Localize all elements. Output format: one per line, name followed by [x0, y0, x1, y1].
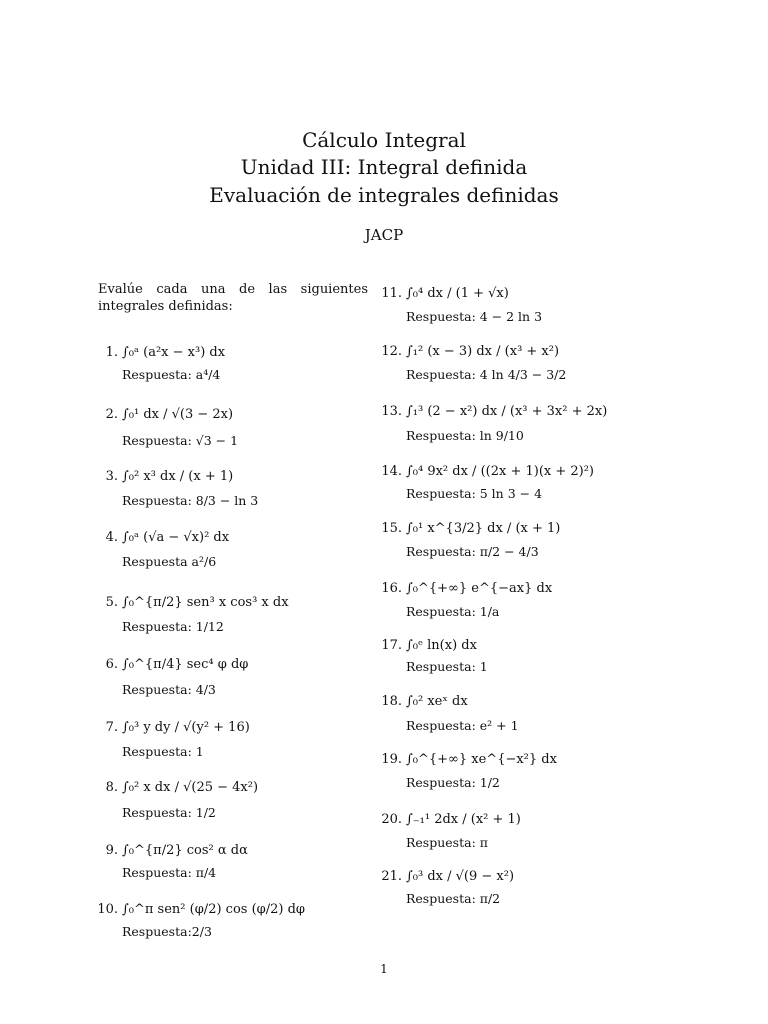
integral-expression: ∫₀ᵃ (√a − √x)² dx [122, 530, 230, 545]
integral-expression: ∫₀^{π/4} sec⁴ φ dφ [122, 657, 249, 672]
answer: Respuesta: π/4 [122, 865, 217, 880]
answer: Respuesta: π [406, 835, 488, 850]
answer: Respuesta: 1/a [406, 604, 500, 619]
answer: Respuesta: a⁴/4 [122, 367, 221, 382]
integral-expression: ∫₁³ (2 − x²) dx / (x³ + 3x² + 2x) [406, 404, 608, 419]
integral-expression: ∫₀⁴ dx / (1 + √x) [406, 286, 509, 301]
answer: Respuesta a²/6 [122, 554, 217, 569]
answer: Respuesta: 1/2 [406, 775, 500, 790]
answer: Respuesta: e² + 1 [406, 718, 519, 733]
answer: Respuesta: π/2 [406, 891, 501, 906]
answer: Respuesta: √3 − 1 [122, 433, 239, 448]
integral-expression: ∫₀^{+∞} e^{−ax} dx [406, 581, 553, 596]
document-title: Cálculo Integral [302, 128, 466, 152]
answer: Respuesta: π/2 − 4/3 [406, 544, 539, 559]
page-number: 1 [380, 962, 388, 976]
integral-expression: ∫₀³ dx / √(9 − x²) [406, 869, 515, 884]
answer: Respuesta:2/3 [122, 924, 212, 939]
integral-expression: ∫₀² x³ dx / (x + 1) [122, 469, 234, 484]
integral-expression: ∫₀^π sen² (φ/2) cos (φ/2) dφ [122, 902, 306, 917]
integral-expression: ∫₀^{π/2} cos² α dα [122, 843, 248, 858]
integral-expression: ∫₀⁴ 9x² dx / ((2x + 1)(x + 2)²) [406, 464, 595, 479]
integral-expression: ∫₀ᵃ (a²x − x³) dx [122, 345, 226, 360]
unit-title: Unidad III: Integral definida [240, 155, 528, 179]
integral-expression: ∫₀³ y dy / √(y² + 16) [122, 720, 250, 735]
integral-expression: ∫₀² x dx / √(25 − 4x²) [122, 780, 259, 795]
section-title: Evaluación de integrales definidas [209, 183, 559, 207]
answer: Respuesta: 1 [122, 744, 204, 759]
answer: Respuesta: 1/12 [122, 619, 224, 634]
integral-expression: ∫₀² xeˣ dx [406, 694, 468, 709]
integral-expression: ∫₀¹ x^{3/2} dx / (x + 1) [406, 521, 561, 536]
answer: Respuesta: 5 ln 3 − 4 [406, 486, 543, 501]
integral-expression: ∫₁² (x − 3) dx / (x³ + x²) [406, 344, 560, 359]
answer: Respuesta: 8/3 − ln 3 [122, 493, 259, 508]
integral-expression: ∫₀^{π/2} sen³ x cos³ x dx [122, 595, 289, 610]
integral-expression: ∫₋₁¹ 2dx / (x² + 1) [406, 812, 521, 827]
answer: Respuesta: 1 [406, 659, 488, 674]
answer: Respuesta: ln 9/10 [406, 428, 524, 443]
integral-expression: ∫₀ᵉ ln(x) dx [406, 638, 477, 653]
answer: Respuesta: 4 ln 4/3 − 3/2 [406, 367, 567, 382]
instructions-text: Evalúe cada una de las siguientes integrales definidas: [98, 282, 368, 314]
author: JACP [364, 226, 404, 244]
answer: Respuesta: 4/3 [122, 682, 216, 697]
integral-expression: ∫₀¹ dx / √(3 − 2x) [122, 407, 234, 422]
answer: Respuesta: 4 − 2 ln 3 [406, 309, 543, 324]
answer: Respuesta: 1/2 [122, 805, 216, 820]
integral-expression: ∫₀^{+∞} xe^{−x²} dx [406, 752, 557, 767]
